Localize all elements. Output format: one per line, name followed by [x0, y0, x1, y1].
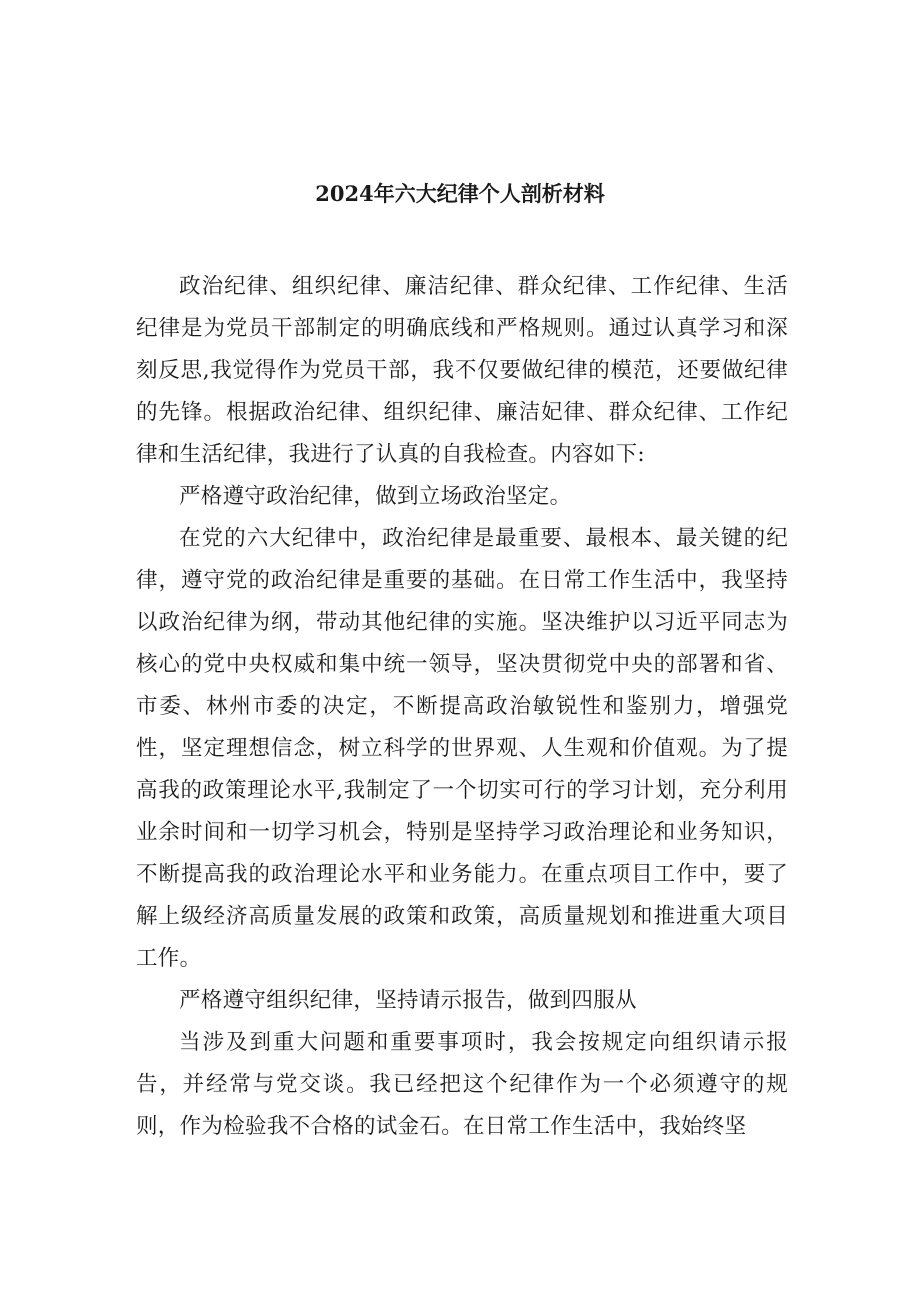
paragraph-organizational-discipline: 当涉及到重大问题和重要事项时，我会按规定向组织请示报告，并经常与党交谈。我已经把这个纪律作为一个必须遵守的规则，作为检验我不合格的试金石。在日常工作生活中，我始终坚 — [136, 1030, 788, 1139]
paragraph-political-discipline: 在党的六大纪律中，政治纪律是最重要、最根本、最关键的纪律，遵守党的政治纪律是重要的基础。在日常工作生活中，我坚持以政治纪律为纲，带动其他纪律的实施。坚决维护以习近平同志为核心的党中央权威和集中统一领导，坚决贯彻党中央的部署和省、市委、林州市委的决定，不断提高政治敏锐性和鉴别力，增强党性，坚定理想信念，树立科学的世界观、人生观和价值观。为了提高我的政策理论水平,我制定了一个切实可行的学习计划，充分利用业余时间和一切学习机会，特别是坚持学习政治理论和业务知识，不断提高我的政治理论水平和业务能力。在重点项目工作中，要了解上级经济高质量发展的政策和政策，高质量规划和推进重大项目工作。 — [136, 526, 788, 971]
paragraph-heading-organizational: 严格遵守组织纪律，坚持请示报告，做到四服从 — [179, 988, 637, 1013]
document-title: 2024年六大纪律个人剖析材料 — [315, 181, 605, 206]
paragraph-intro: 政治纪律、组织纪律、廉洁纪律、群众纪律、工作纪律、生活纪律是为党员干部制定的明确底线和严格规则。通过认真学习和深刻反思,我觉得作为党员干部，我不仅要做纪律的模范，还要做纪律的先锋。根据政治纪律、组织纪律、廉洁妃律、群众纪律、工作纪律和生活纪律，我进行了认真的自我检查。内容如下: — [136, 274, 788, 467]
paragraph-heading-political: 严格遵守政治纪律，做到立场政治坚定。 — [179, 484, 572, 509]
document-body — [136, 266, 788, 1148]
